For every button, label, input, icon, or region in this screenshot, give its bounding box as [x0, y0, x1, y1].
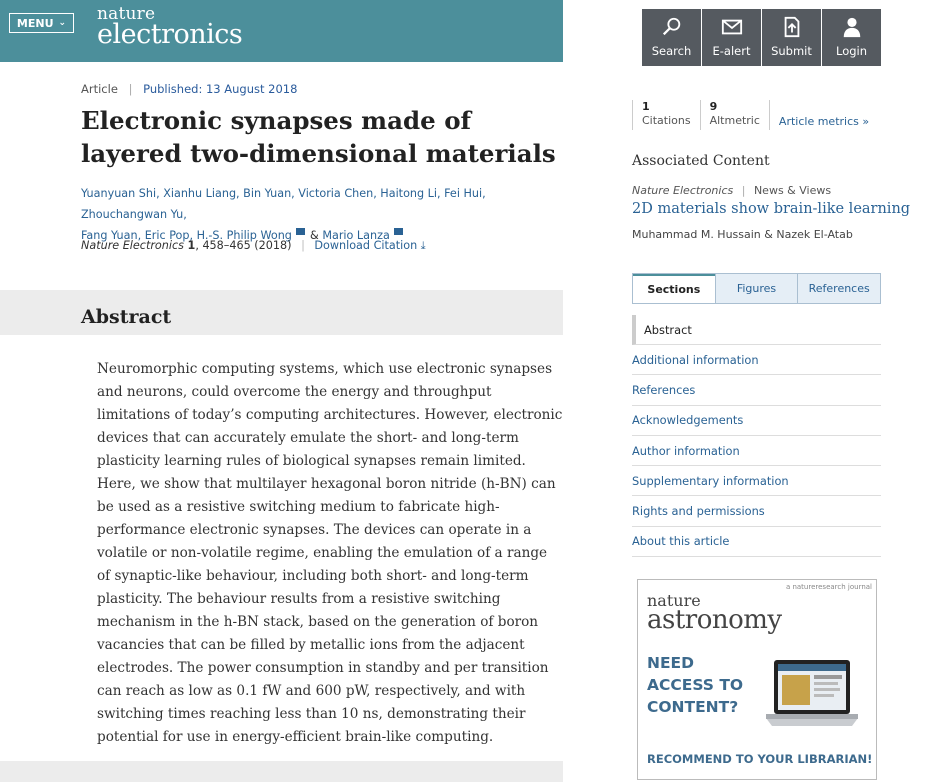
article-metrics [632, 100, 878, 130]
ad-need-access: NEED ACCESS TO CONTENT? [647, 654, 744, 716]
associated-separator: | [741, 184, 746, 197]
article-title: Electronic synapses made of layered two-dimensional materials [81, 106, 556, 168]
nature-astronomy-ad[interactable] [637, 579, 877, 780]
associated-content-heading: Associated Content [632, 153, 770, 169]
ad-tag: a natureresearch journal [785, 583, 872, 591]
section-item-author-information[interactable]: Author information [632, 436, 881, 466]
section-item-rights-and-permissions[interactable]: Rights and permissions [632, 496, 881, 526]
associated-authors: Muhammad M. Hussain & Nazek El-Atab [632, 228, 853, 241]
download-citation-link[interactable]: Download Citation ⤓ [314, 239, 426, 252]
mail-icon[interactable] [296, 228, 305, 235]
site-header [0, 0, 563, 62]
associated-content-meta [632, 184, 831, 197]
associated-journal: Nature Electronics [632, 184, 734, 197]
mail-icon [721, 16, 743, 38]
author-mario-lanza[interactable]: Mario Lanza [322, 229, 390, 242]
login-label: Login [835, 44, 868, 58]
submit-label: Submit [771, 44, 812, 58]
citations-metric[interactable] [632, 100, 700, 130]
ad-logo-astronomy: astronomy [647, 605, 782, 635]
logo-line-nature: nature [97, 4, 156, 24]
section-item-references[interactable]: References [632, 375, 881, 405]
ad-recommend-librarian: RECOMMEND TO YOUR LIBRARIAN! [647, 752, 873, 766]
search-icon [661, 16, 683, 38]
abstract-text: Neuromorphic computing systems, which use electronic synapses and neurons, could overcome the energy and throughput limitations of today’s computing architectures. However, electronic devices that can accurately emulate the short- and long-term plasticity learning rules of biological synapses remain limited. Here, we show that multilayer hexagonal boron nitride (h-BN) can be used as a resistive switching medium to fabricate high-performance electronic synapses. The devices can operate in a volatile or non-volatile regime, enabling the emulation of a range of synaptic-like behaviour, including both short- and long-term plasticity. The behaviour results from a resistive switching mechanism in the h-BN stack, based on the generation of boron vacancies that can be filled by metallic ions from the adjacent electrodes. The power consumption in standby and per transition can reach as low as 0.1 fW and 600 pW, respectively, and with switching times reaching less than 10 ns, demonstrating their potential for use in energy-efficient brain-like computing. [97, 361, 563, 745]
section-item-acknowledgements[interactable]: Acknowledgements [632, 406, 881, 436]
navigation-tabs [632, 273, 881, 304]
user-icon [841, 16, 863, 38]
authors-line-2[interactable]: Fang Yuan, Eric Pop, H.-S. Philip Wong [81, 229, 292, 242]
author-list [81, 183, 561, 246]
toolbar [642, 9, 881, 66]
search-label: Search [651, 44, 692, 58]
altmetric-label: Altmetric [709, 114, 760, 127]
ad-logo-nature: nature [647, 591, 701, 610]
citation-line [81, 239, 426, 253]
submit-button[interactable] [762, 9, 821, 66]
authors-ampersand: & [310, 229, 319, 242]
citations-value: 1 [642, 100, 650, 113]
citation-separator: | [301, 239, 305, 252]
tab-figures[interactable]: Figures [715, 274, 798, 303]
journal-logo[interactable] [97, 6, 242, 48]
logo-line-electronics: electronics [97, 19, 243, 50]
e-alert-label: E-alert [712, 44, 751, 58]
tab-sections[interactable]: Sections [633, 274, 715, 303]
altmetric-value: 9 [709, 100, 718, 113]
associated-article-link[interactable]: 2D materials show brain-like learning [632, 201, 911, 217]
menu-button[interactable] [9, 13, 74, 33]
login-button[interactable] [822, 9, 881, 66]
section-item-additional-information[interactable]: Additional information [632, 345, 881, 375]
meta-separator: | [128, 82, 133, 96]
section-item-abstract[interactable]: Abstract [632, 315, 881, 345]
abstract-heading: Abstract [81, 306, 172, 328]
published-date: Published: 13 August 2018 [143, 82, 298, 96]
tab-references[interactable]: References [797, 274, 880, 303]
section-item-about-this-article[interactable]: About this article [632, 527, 881, 557]
article-meta [81, 82, 297, 96]
upload-icon [781, 16, 803, 38]
laptop-icon [766, 658, 858, 732]
mail-icon[interactable] [394, 228, 403, 235]
abstract-header [0, 290, 563, 335]
search-button[interactable] [642, 9, 701, 66]
journal-name: Nature Electronics [81, 239, 184, 252]
section-item-supplementary-information[interactable]: Supplementary information [632, 466, 881, 496]
menu-label: MENU [16, 16, 54, 30]
volume: 1 [187, 239, 196, 252]
altmetric-metric[interactable] [700, 100, 769, 130]
e-alert-button[interactable] [702, 9, 761, 66]
section-list [632, 315, 881, 557]
associated-type: News & Views [753, 184, 832, 197]
chevron-down-icon: ⌄ [58, 18, 67, 28]
citations-label: Citations [642, 114, 691, 127]
article-metrics-link[interactable]: Article metrics » [769, 100, 878, 130]
next-section-header [0, 761, 563, 782]
authors-line-1[interactable]: Yuanyuan Shi, Xianhu Liang, Bin Yuan, Victoria Chen, Haitong Li, Fei Hui, Zhouchangwan Yu, [81, 187, 486, 221]
article-type: Article [81, 82, 118, 96]
pages: , 458–465 (2018) [195, 239, 292, 252]
